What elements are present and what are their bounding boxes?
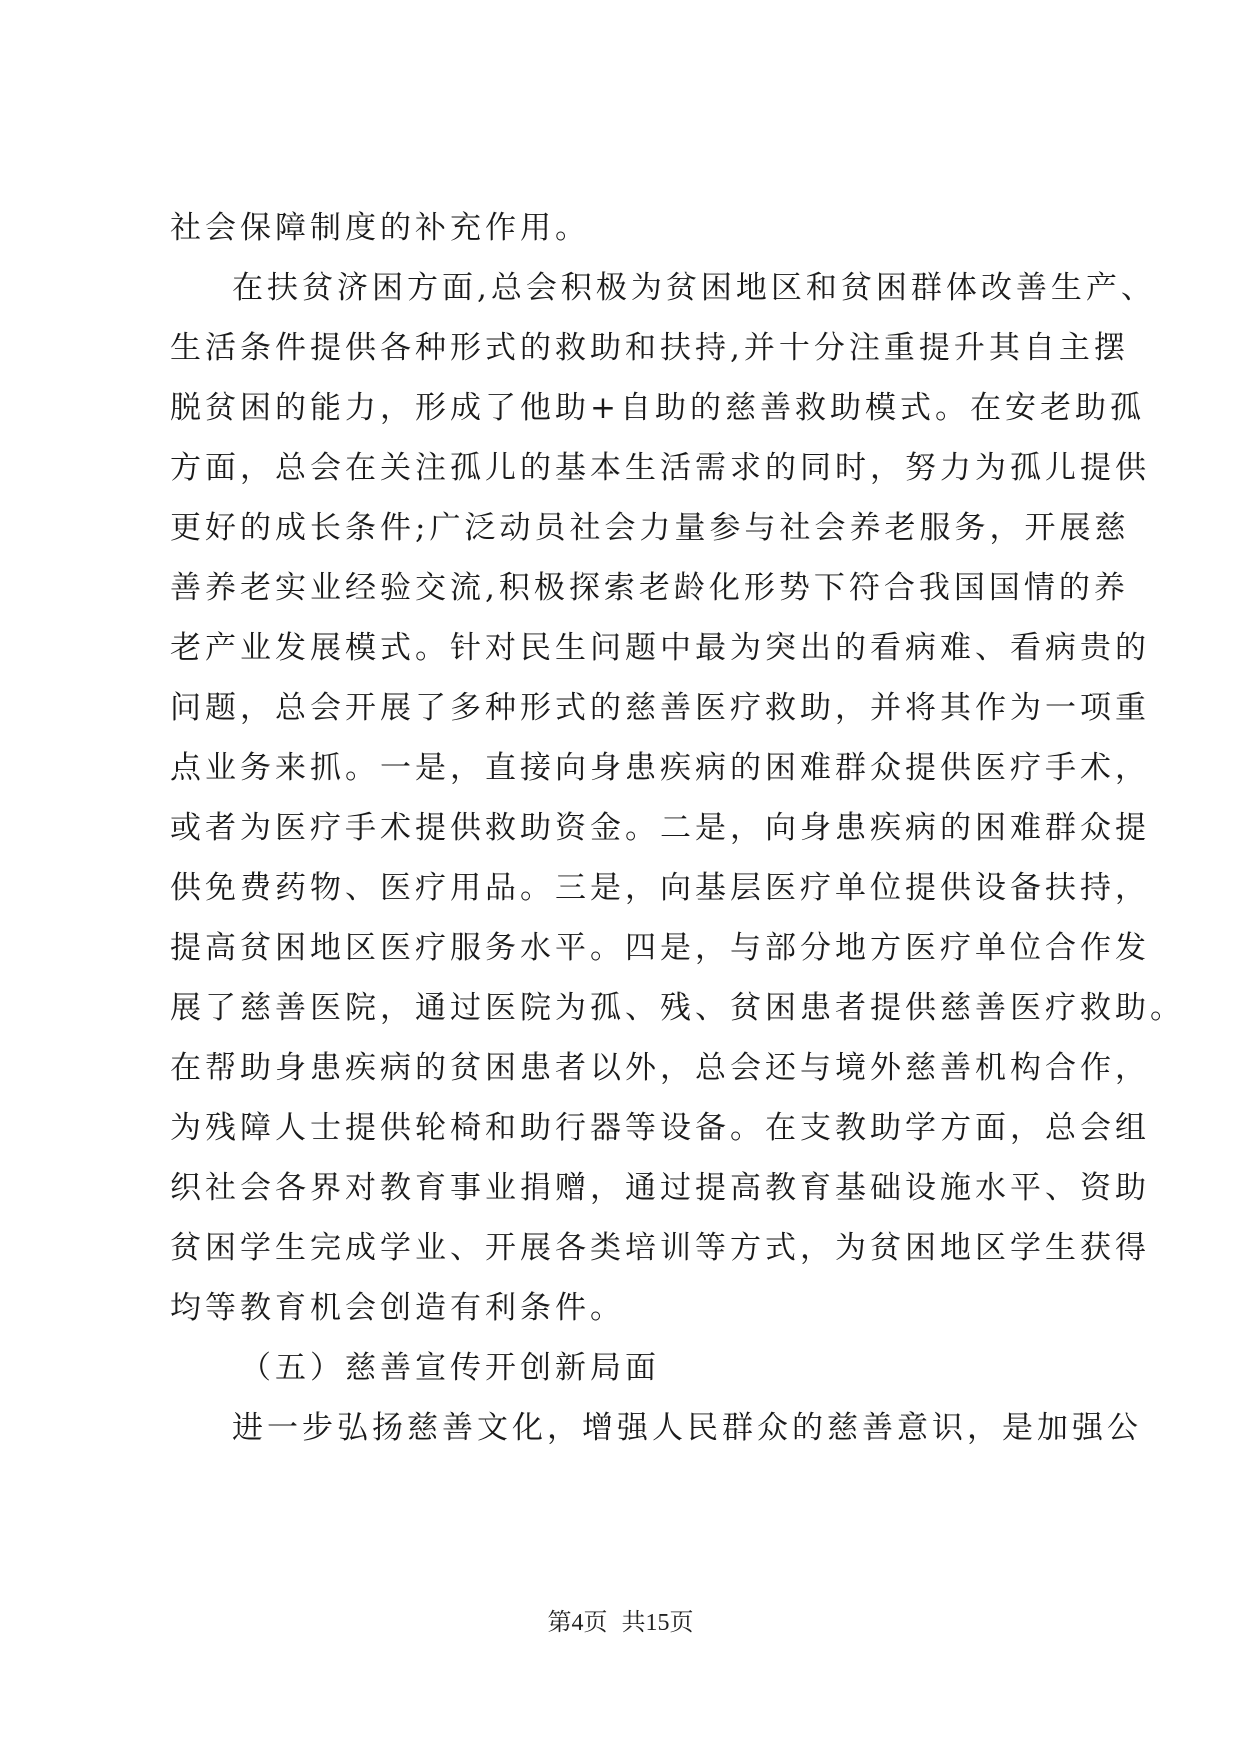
text-line: 均等教育机会创造有利条件。 [170,1290,625,1326]
page-suffix: 页 [583,1610,608,1636]
text-line: 老产业发展模式。针对民生问题中最为突出的看病难、看病贵的 [170,630,1150,666]
text-line: 提高贫困地区医疗服务水平。四是，与部分地方医疗单位合作发 [170,930,1150,966]
text-line: 脱贫困的能力，形成了他助+自助的慈善救助模式。在安老助孤 [170,390,1145,426]
total-suffix: 页 [669,1610,694,1636]
current-page-number: 4 [571,1610,584,1636]
text-line: 在帮助身患疾病的贫困患者以外，总会还与境外慈善机构合作， [170,1050,1150,1086]
text-line: 问题，总会开展了多种形式的慈善医疗救助，并将其作为一项重 [170,690,1150,726]
text-line: 社会保障制度的补充作用。 [170,210,590,246]
section-heading: （五）慈善宣传开创新局面 [240,1350,660,1386]
total-prefix: 共 [621,1610,646,1636]
text-line: 方面，总会在关注孤儿的基本生活需求的同时，努力为孤儿提供 [170,450,1150,486]
text-line: 展了慈善医院，通过医院为孤、残、贫困患者提供慈善医疗救助。 [170,990,1185,1026]
paragraph-start-line: 在扶贫济困方面,总会积极为贫困地区和贫困群体改善生产、 [232,270,1156,306]
total-pages-number: 15 [645,1610,670,1636]
text-line: 点业务来抓。一是，直接向身患疾病的困难群众提供医疗手术， [170,750,1150,786]
page-prefix: 第 [547,1610,572,1636]
text-line: 贫困学生完成学业、开展各类培训等方式，为贫困地区学生获得 [170,1230,1150,1266]
paragraph-start-line: 进一步弘扬慈善文化，增强人民群众的慈善意识，是加强公 [232,1410,1142,1446]
text-line: 善养老实业经验交流,积极探索老龄化形势下符合我国国情的养 [170,570,1129,606]
text-line: 生活条件提供各种形式的救助和扶持,并十分注重提升其自主摆 [170,330,1129,366]
page-footer [0,1608,1241,1638]
text-line: 织社会各界对教育事业捐赠，通过提高教育基础设施水平、资助 [170,1170,1150,1206]
text-line: 更好的成长条件;广泛动员社会力量参与社会养老服务，开展慈 [170,510,1130,546]
text-line: 或者为医疗手术提供救助资金。二是，向身患疾病的困难群众提 [170,810,1150,846]
text-line: 供免费药物、医疗用品。三是，向基层医疗单位提供设备扶持， [170,870,1150,906]
text-line: 为残障人士提供轮椅和助行器等设备。在支教助学方面，总会组 [170,1110,1150,1146]
